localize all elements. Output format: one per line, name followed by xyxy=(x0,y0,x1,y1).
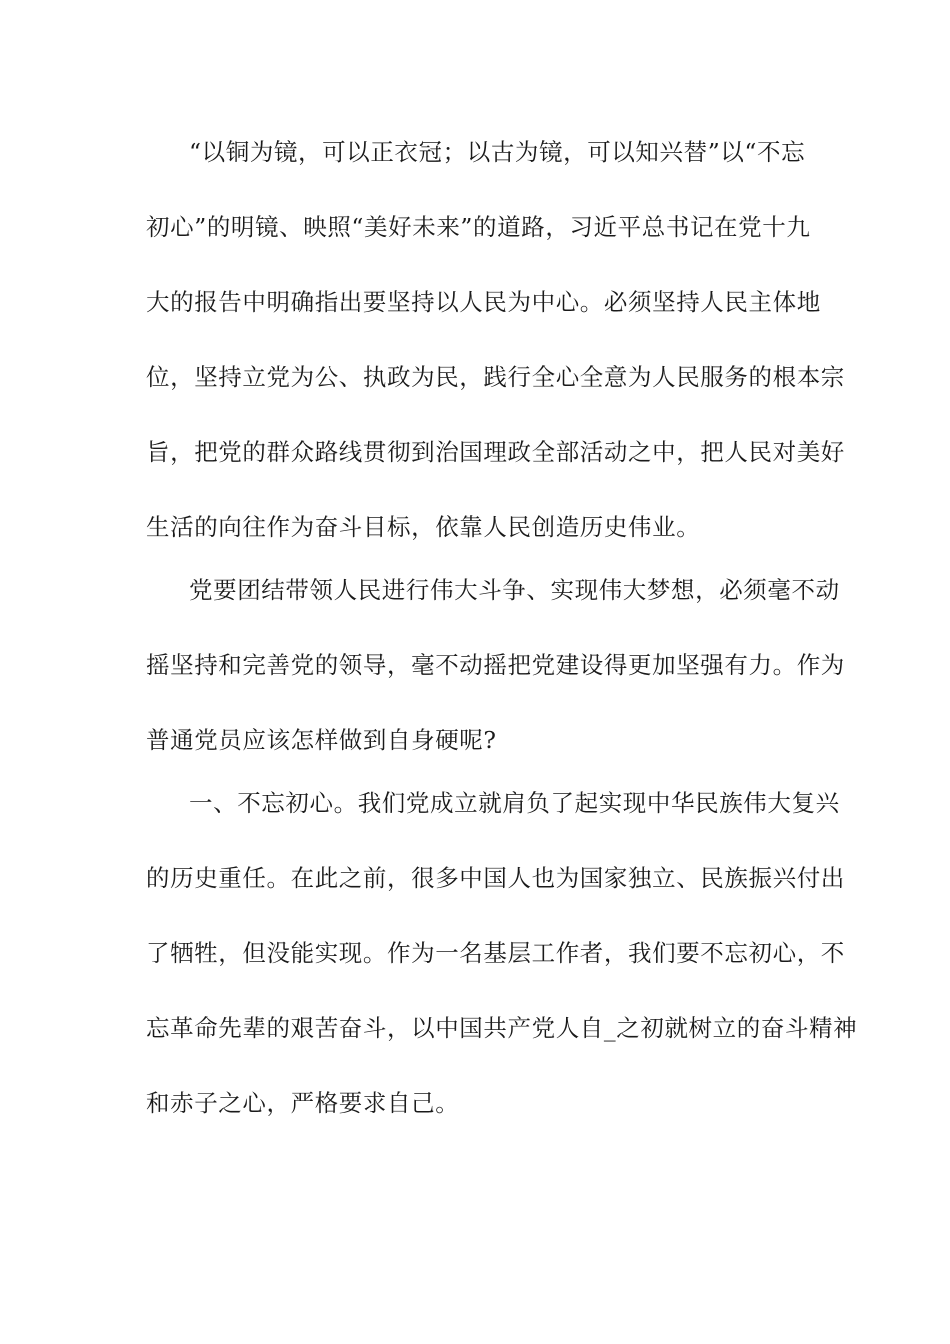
paragraph-3-line-5: 和赤子之心，严格要求自己。 xyxy=(146,1089,460,1117)
paragraph-1-line-3: 大的报告中明确指出要坚持以人民为中心。必须坚持人民主体地 xyxy=(146,288,821,316)
paragraph-2-line-3: 普通党员应该怎样做到自身硬呢? xyxy=(146,726,497,754)
paragraph-2-line-1: 党要团结带领人民进行伟大斗争、实现伟大梦想，必须毫不动 xyxy=(189,576,840,604)
paragraph-1-line-6: 生活的向往作为奋斗目标，依靠人民创造历史伟业。 xyxy=(146,513,701,541)
paragraph-1-line-4: 位，坚持立党为公、执政为民，践行全心全意为人民服务的根本宗 xyxy=(146,363,845,391)
paragraph-3-line-4: 忘革命先辈的艰苦奋斗，以中国共产党人自_之初就树立的奋斗精神 xyxy=(146,1014,858,1042)
paragraph-1-line-5: 旨，把党的群众路线贯彻到治国理政全部活动之中，把人民对美好 xyxy=(146,438,845,466)
paragraph-2-line-2: 摇坚持和完善党的领导，毫不动摇把党建设得更加坚强有力。作为 xyxy=(146,651,845,679)
paragraph-1-line-2: 初心”的明镜、映照“美好未来”的道路，习近平总书记在党十九 xyxy=(146,213,811,241)
paragraph-1-line-1: “以铜为镜，可以正衣冠；以古为镜，可以知兴替”以“不忘 xyxy=(189,138,806,166)
paragraph-3-line-3: 了牺牲，但没能实现。作为一名基层工作者，我们要不忘初心，不 xyxy=(146,939,845,967)
paragraph-3-line-1: 一、不忘初心。我们党成立就肩负了起实现中华民族伟大复兴 xyxy=(189,789,840,817)
paragraph-3-line-2: 的历史重任。在此之前，很多中国人也为国家独立、民族振兴付出 xyxy=(146,864,845,892)
